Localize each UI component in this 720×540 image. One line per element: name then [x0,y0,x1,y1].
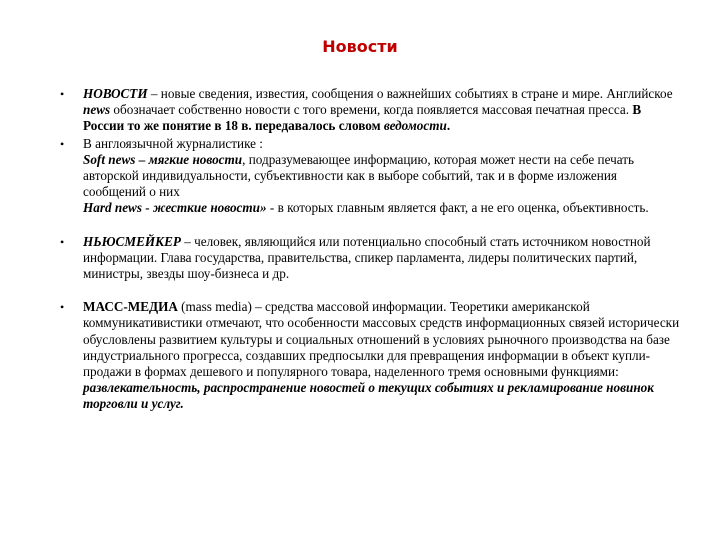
news-word: news [83,102,111,118]
list-item-newsmaker [60,234,680,283]
page-title: Новости [322,37,398,56]
term-mass-media: МАСС-МЕДИА [83,299,178,315]
soft-news-line [83,152,680,201]
hard-news-text: - в которых главным является факт, а не его оценка, объективность. [266,200,649,216]
bullet-icon: • [60,234,65,249]
newsmaker-text: – человек, являющийся или потенциально способный стать источником новостной информации. Глава государства, правительства, спикер парламента, лидеры политических партий, министры, звезды шоу-бизнеса и др. [83,233,651,282]
mass-media-functions: развлекательность, распространение новостей о текущих событиях и рекламирование новинок торговли и услуг. [83,380,654,412]
bullet-list [60,86,680,413]
mass-media-text: (mass media) – средства массовой информации. Теоретики американской коммуникативистики отмечают, что особенности массовых средств информационных связей исторически обусловлены развитием культуры и социальных отношений в условиях рыночного производства на базе индустриального прогресса, создавших предпосылки для превращения информации в объект купли-продажи в формах дешевого и популярного товара, наделенного тремя основными функциями: [83,299,680,380]
news-text-2: обозначает собственно новости с того времени, когда появляется массовая печатная пресса. [110,102,633,118]
english-intro: В англоязычной журналистике : [83,135,263,151]
news-text-4: . [446,118,451,134]
hard-news-term: Hard news - жесткие новости» [83,200,267,216]
soft-news-term: Soft news – мягкие новости [83,151,243,167]
term-newsmaker: НЬЮСМЕЙКЕР [83,233,181,249]
news-text-3: В России то же понятие в 18 в. передавалось словом [83,102,642,134]
bullet-icon: • [60,136,65,151]
term-news: НОВОСТИ [83,86,148,101]
news-text-1: – новые сведения, известия, сообщения о важнейших событиях в стране и мире. Английское [147,86,673,101]
list-item-news [60,86,680,135]
bullet-icon: • [60,87,65,101]
list-item-english-journalism [60,136,680,217]
hard-news-line [83,200,680,216]
vedomosti-word: ведомости [383,118,447,134]
soft-news-text: , подразумевающее информацию, которая может нести на себе печать авторской индивидуальности, субъективности как в выборе событий, так и в форме изложения сообщений о них [83,151,635,200]
bullet-icon: • [60,300,65,315]
list-item-mass-media [60,299,680,412]
